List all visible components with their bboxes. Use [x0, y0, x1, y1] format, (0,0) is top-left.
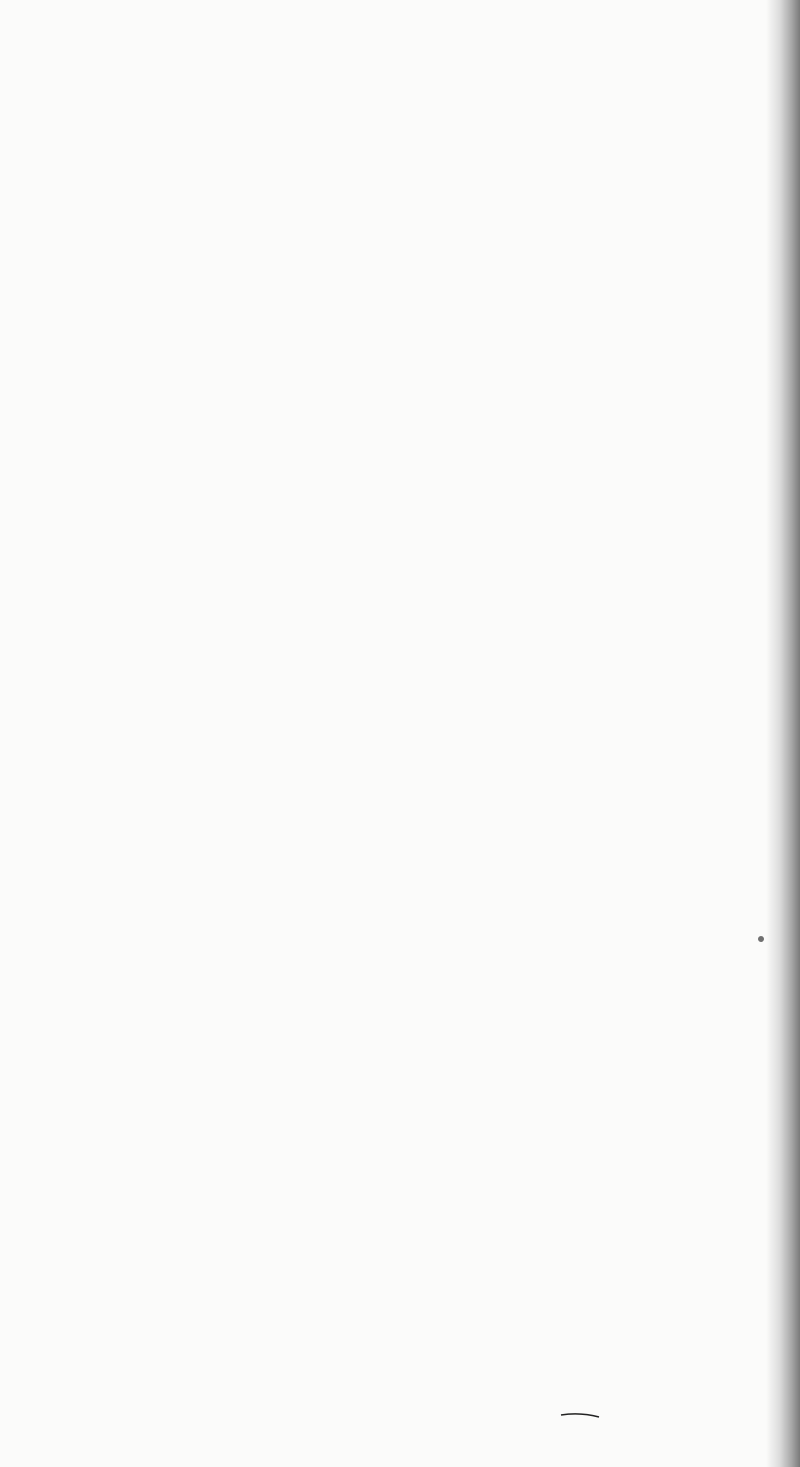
running-head: [58, 50, 698, 96]
ink-speck: [758, 936, 764, 942]
bottom-flourish: [560, 1410, 600, 1420]
page-gutter-shadow: [766, 0, 800, 1467]
